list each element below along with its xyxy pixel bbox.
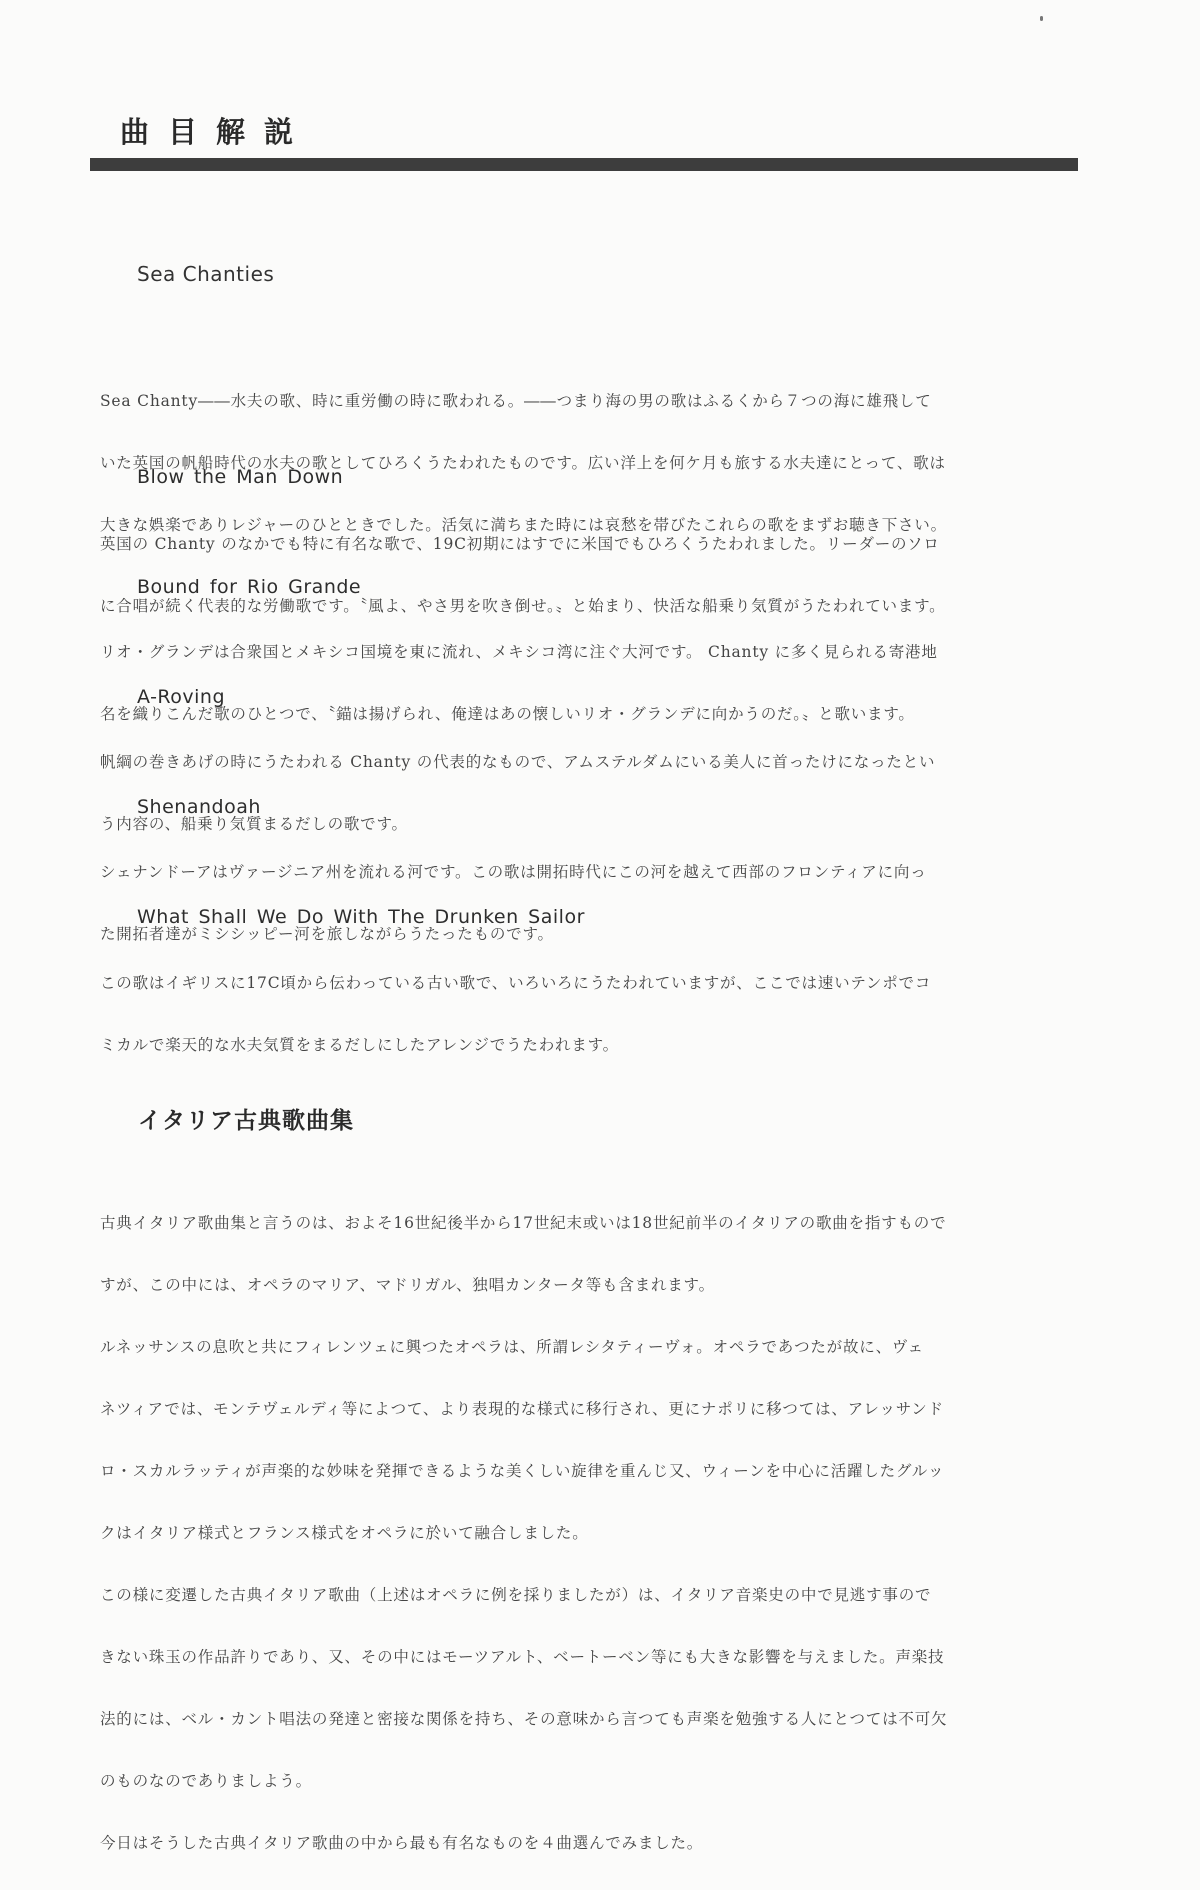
song-title-drunken-sailor: What Shall We Do With The Drunken Sailor [137, 906, 585, 928]
text-line: 法的には、ベル・カント唱法の発達と密接な関係を持ち、その意味から言つても声楽を勉強する人にとつては不可欠 [100, 1710, 948, 1728]
page-title: 曲目解説 [120, 115, 313, 149]
text-line: 今日はそうした古典イタリア歌曲の中から最も有名なものを４曲選んでみました。 [100, 1834, 704, 1852]
song-title-shenandoah: Shenandoah [137, 796, 261, 818]
text-line: ルネッサンスの息吹と共にフィレンツェに興つたオペラは、所謂レシタティーヴォ。オペラであつたが故に、ヴェ [100, 1338, 924, 1356]
text-line: に合唱が続く代表的な労働歌です。〝風よ、やさ男を吹き倒せ。〟と始まり、快活な船乗り気質がうたわれています。 [100, 597, 946, 615]
text-line: ロ・スカルラッティが声楽的な妙味を発揮できるような美くしい旋律を重んじ又、ウィーンを中心に活躍したグルッ [100, 1462, 945, 1480]
text-line: この様に変遷した古典イタリア歌曲（上述はオペラに例を採りましたが）は、イタリア音楽史の中で見逃す事ので [100, 1586, 932, 1604]
text-line: た開拓者達がミシシッピー河を旅しながらうたったものです。 [100, 925, 554, 943]
text-line: 大きな娯楽でありレジャーのひとときでした。活気に満ちまた時には哀愁を帯びたこれらの歌をまずお聴き下さい。 [100, 516, 947, 534]
song-title-bound-for-rio-grande: Bound for Rio Grande [137, 576, 362, 598]
section-heading-italian-songs: イタリア古典歌曲集 [138, 1108, 354, 1134]
italian-songs-body [100, 1177, 1072, 1890]
song-title-blow-the-man-down: Blow the Man Down [137, 466, 344, 488]
text-line: クはイタリア様式とフランス様式をオペラに於いて融合しました。 [100, 1524, 589, 1542]
title-rule [90, 158, 1078, 171]
text-line: Sea Chanty――水夫の歌、時に重労働の時に歌われる。――つまり海の男の歌はふるくから７つの海に雄飛して [100, 392, 932, 410]
text-line: 名を織りこんだ歌のひとつで、〝錨は揚げられ、俺達はあの懐しいリオ・グランデに向かうのだ。〟と歌います。 [100, 705, 915, 723]
text-line: 古典イタリア歌曲集と言うのは、およそ16世紀後半から17世紀末或いは18世紀前半のイタリアの歌曲を指すもので [100, 1214, 947, 1232]
text-line: ネツィアでは、モンテヴェルディ等によつて、より表現的な様式に移行され、更にナポリに移つては、アレッサンド [100, 1400, 944, 1418]
text-line: 帆綱の巻きあげの時にうたわれる Chanty の代表的なもので、アムステルダムにいる美人に首ったけになったとい [100, 753, 936, 771]
paper-speck [1040, 16, 1043, 21]
text-line: 英国の Chanty のなかでも特に有名な歌で、19C初期にはすでに米国でもひろくうたわれました。リーダーのソロ [100, 535, 940, 553]
text-line: この歌はイギリスに17C頃から伝わっている古い歌で、いろいろにうたわれていますが、ここでは速いテンポでコ [100, 974, 932, 992]
section-heading-sea-chanties: Sea Chanties [137, 262, 275, 286]
song-description [100, 937, 1072, 1092]
song-title-a-roving: A-Roving [137, 686, 226, 708]
text-line: のものなのでありましよう。 [100, 1772, 312, 1790]
text-line: う内容の、船乗り気質まるだしの歌です。 [100, 815, 408, 833]
text-line: すが、この中には、オペラのマリア、マドリガル、独唱カンタータ等も含まれます。 [100, 1276, 715, 1294]
text-line: きない珠玉の作品許りであり、又、その中にはモーツアルト、ベートーベン等にも大きな影響を与えました。声楽技 [100, 1648, 945, 1666]
text-line: リオ・グランデは合衆国とメキシコ国境を東に流れ、メキシコ湾に注ぐ大河です。 Chanty に多く見られる寄港地 [100, 643, 938, 661]
text-line: ミカルで楽天的な水夫気質をまるだしにしたアレンジでうたわれます。 [100, 1036, 619, 1054]
text-line: いた英国の帆船時代の水夫の歌としてひろくうたわれたものです。広い洋上を何ケ月も旅する水夫達にとって、歌は [100, 454, 946, 472]
text-line: シェナンドーアはヴァージニア州を流れる河です。この歌は開拓時代にこの河を越えて西部のフロンティアに向っ [100, 863, 927, 881]
